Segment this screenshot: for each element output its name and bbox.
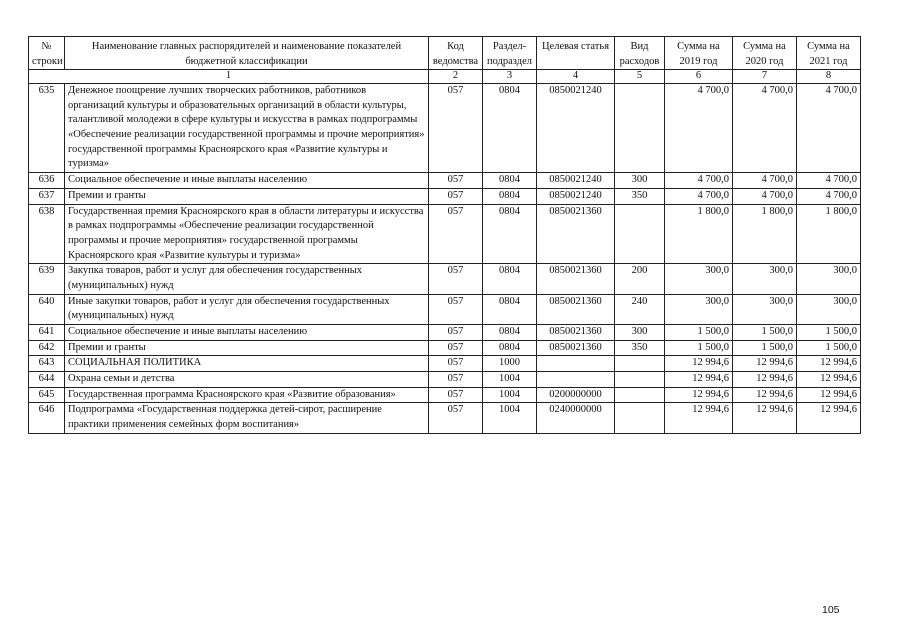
row-expense-type bbox=[615, 403, 665, 433]
row-sum-2020: 300,0 bbox=[733, 264, 797, 294]
row-expense-type: 350 bbox=[615, 340, 665, 356]
row-section: 0804 bbox=[483, 188, 537, 204]
row-sum-2021: 1 500,0 bbox=[797, 340, 861, 356]
header-target: Целевая статья bbox=[537, 37, 615, 70]
row-section: 0804 bbox=[483, 294, 537, 324]
row-sum-2020: 4 700,0 bbox=[733, 173, 797, 189]
row-number: 641 bbox=[29, 325, 65, 341]
row-sum-2021: 12 994,6 bbox=[797, 356, 861, 372]
page-number: 105 bbox=[822, 604, 840, 616]
table-row bbox=[29, 340, 861, 356]
table-row bbox=[29, 264, 861, 294]
row-sum-2020: 12 994,6 bbox=[733, 372, 797, 388]
header-num: № строки bbox=[29, 37, 65, 70]
row-dept-code: 057 bbox=[429, 173, 483, 189]
row-name: Денежное поощрение лучших творческих работников, работников организаций культуры и образовательных организаций в области культуры, талантливой молодежи в сфере культуры и искусства в рамках подпрограммы «Обеспечение реализации государственной программы и прочие мероприятия» государственной программы Красноярского края «Развитие культуры и туризма» bbox=[65, 84, 429, 173]
row-name: Закупка товаров, работ и услуг для обеспечения государственных (муниципальных) нужд bbox=[65, 264, 429, 294]
row-target-article: 0240000000 bbox=[537, 403, 615, 433]
table-row bbox=[29, 325, 861, 341]
row-sum-2021: 12 994,6 bbox=[797, 403, 861, 433]
column-number: 3 bbox=[483, 70, 537, 84]
row-target-article bbox=[537, 372, 615, 388]
row-name: Государственная премия Красноярского края в области литературы и искусства в рамках подпрограммы «Обеспечение реализации государственной программы и прочие мероприятия» государственной программы Красноярского края «Развитие культуры и туризма» bbox=[65, 204, 429, 264]
row-dept-code: 057 bbox=[429, 403, 483, 433]
row-name: Премии и гранты bbox=[65, 340, 429, 356]
row-sum-2019: 4 700,0 bbox=[665, 173, 733, 189]
row-sum-2019: 4 700,0 bbox=[665, 84, 733, 173]
row-target-article: 0850021240 bbox=[537, 84, 615, 173]
row-expense-type: 350 bbox=[615, 188, 665, 204]
column-number: 4 bbox=[537, 70, 615, 84]
table-row bbox=[29, 294, 861, 324]
row-number: 645 bbox=[29, 387, 65, 403]
row-section: 0804 bbox=[483, 325, 537, 341]
row-sum-2020: 4 700,0 bbox=[733, 188, 797, 204]
row-sum-2019: 300,0 bbox=[665, 294, 733, 324]
row-sum-2020: 1 500,0 bbox=[733, 340, 797, 356]
row-sum-2020: 1 500,0 bbox=[733, 325, 797, 341]
row-expense-type: 200 bbox=[615, 264, 665, 294]
table-row bbox=[29, 356, 861, 372]
row-expense-type bbox=[615, 387, 665, 403]
row-sum-2020: 4 700,0 bbox=[733, 84, 797, 173]
row-target-article bbox=[537, 356, 615, 372]
row-expense-type: 300 bbox=[615, 173, 665, 189]
table-row bbox=[29, 204, 861, 264]
column-number: 6 bbox=[665, 70, 733, 84]
header-sum-2020: Сумма на 2020 год bbox=[733, 37, 797, 70]
row-number: 639 bbox=[29, 264, 65, 294]
header-type: Вид расходов bbox=[615, 37, 665, 70]
row-number: 644 bbox=[29, 372, 65, 388]
row-target-article: 0850021360 bbox=[537, 325, 615, 341]
row-name: СОЦИАЛЬНАЯ ПОЛИТИКА bbox=[65, 356, 429, 372]
row-sum-2021: 4 700,0 bbox=[797, 188, 861, 204]
header-row bbox=[29, 37, 861, 70]
row-number: 636 bbox=[29, 173, 65, 189]
row-section: 0804 bbox=[483, 204, 537, 264]
row-name: Социальное обеспечение и иные выплаты населению bbox=[65, 173, 429, 189]
row-number: 646 bbox=[29, 403, 65, 433]
row-section: 0804 bbox=[483, 340, 537, 356]
row-number: 638 bbox=[29, 204, 65, 264]
row-sum-2019: 1 500,0 bbox=[665, 325, 733, 341]
row-sum-2021: 12 994,6 bbox=[797, 387, 861, 403]
row-sum-2019: 12 994,6 bbox=[665, 356, 733, 372]
row-section: 0804 bbox=[483, 84, 537, 173]
row-dept-code: 057 bbox=[429, 387, 483, 403]
budget-table bbox=[28, 36, 861, 434]
header-sum-2021: Сумма на 2021 год bbox=[797, 37, 861, 70]
row-sum-2019: 1 800,0 bbox=[665, 204, 733, 264]
table-row bbox=[29, 387, 861, 403]
row-target-article: 0850021240 bbox=[537, 173, 615, 189]
column-number: 2 bbox=[429, 70, 483, 84]
row-target-article: 0850021360 bbox=[537, 264, 615, 294]
row-sum-2021: 300,0 bbox=[797, 294, 861, 324]
row-target-article: 0850021360 bbox=[537, 340, 615, 356]
row-sum-2021: 1 800,0 bbox=[797, 204, 861, 264]
row-name: Подпрограмма «Государственная поддержка детей-сирот, расширение практики применения семейных форм воспитания» bbox=[65, 403, 429, 433]
table-row bbox=[29, 188, 861, 204]
column-number-row bbox=[29, 70, 861, 84]
row-sum-2021: 12 994,6 bbox=[797, 372, 861, 388]
table-row bbox=[29, 173, 861, 189]
row-sum-2019: 4 700,0 bbox=[665, 188, 733, 204]
row-section: 0804 bbox=[483, 264, 537, 294]
row-expense-type: 300 bbox=[615, 325, 665, 341]
column-number: 8 bbox=[797, 70, 861, 84]
row-sum-2019: 12 994,6 bbox=[665, 403, 733, 433]
row-dept-code: 057 bbox=[429, 84, 483, 173]
row-sum-2020: 12 994,6 bbox=[733, 356, 797, 372]
column-number: 1 bbox=[29, 70, 429, 84]
column-number: 7 bbox=[733, 70, 797, 84]
row-sum-2020: 300,0 bbox=[733, 294, 797, 324]
row-number: 635 bbox=[29, 84, 65, 173]
row-sum-2020: 1 800,0 bbox=[733, 204, 797, 264]
row-sum-2021: 1 500,0 bbox=[797, 325, 861, 341]
row-expense-type: 240 bbox=[615, 294, 665, 324]
row-sum-2021: 4 700,0 bbox=[797, 173, 861, 189]
row-section: 1004 bbox=[483, 372, 537, 388]
row-number: 640 bbox=[29, 294, 65, 324]
row-sum-2019: 12 994,6 bbox=[665, 387, 733, 403]
row-dept-code: 057 bbox=[429, 204, 483, 264]
row-section: 1000 bbox=[483, 356, 537, 372]
header-sum-2019: Сумма на 2019 год bbox=[665, 37, 733, 70]
row-target-article: 0850021240 bbox=[537, 188, 615, 204]
row-target-article: 0200000000 bbox=[537, 387, 615, 403]
row-number: 643 bbox=[29, 356, 65, 372]
row-expense-type bbox=[615, 84, 665, 173]
row-number: 637 bbox=[29, 188, 65, 204]
header-section: Раздел-подраздел bbox=[483, 37, 537, 70]
row-sum-2020: 12 994,6 bbox=[733, 403, 797, 433]
row-expense-type bbox=[615, 356, 665, 372]
row-section: 1004 bbox=[483, 403, 537, 433]
row-name: Премии и гранты bbox=[65, 188, 429, 204]
budget-sheet bbox=[28, 36, 860, 434]
row-name: Социальное обеспечение и иные выплаты населению bbox=[65, 325, 429, 341]
row-dept-code: 057 bbox=[429, 356, 483, 372]
row-name: Иные закупки товаров, работ и услуг для обеспечения государственных (муниципальных) нужд bbox=[65, 294, 429, 324]
row-expense-type bbox=[615, 372, 665, 388]
row-sum-2019: 300,0 bbox=[665, 264, 733, 294]
row-target-article: 0850021360 bbox=[537, 204, 615, 264]
row-dept-code: 057 bbox=[429, 325, 483, 341]
row-sum-2019: 1 500,0 bbox=[665, 340, 733, 356]
row-dept-code: 057 bbox=[429, 264, 483, 294]
row-name: Охрана семьи и детства bbox=[65, 372, 429, 388]
table-row bbox=[29, 372, 861, 388]
row-section: 1004 bbox=[483, 387, 537, 403]
row-number: 642 bbox=[29, 340, 65, 356]
header-name: Наименование главных распорядителей и наименование показателей бюджетной классификации bbox=[65, 37, 429, 70]
column-number: 5 bbox=[615, 70, 665, 84]
row-dept-code: 057 bbox=[429, 372, 483, 388]
row-sum-2019: 12 994,6 bbox=[665, 372, 733, 388]
table-row bbox=[29, 403, 861, 433]
row-dept-code: 057 bbox=[429, 188, 483, 204]
row-sum-2021: 4 700,0 bbox=[797, 84, 861, 173]
row-sum-2020: 12 994,6 bbox=[733, 387, 797, 403]
row-sum-2021: 300,0 bbox=[797, 264, 861, 294]
table-row bbox=[29, 84, 861, 173]
row-name: Государственная программа Красноярского края «Развитие образования» bbox=[65, 387, 429, 403]
row-dept-code: 057 bbox=[429, 340, 483, 356]
row-section: 0804 bbox=[483, 173, 537, 189]
row-target-article: 0850021360 bbox=[537, 294, 615, 324]
row-dept-code: 057 bbox=[429, 294, 483, 324]
header-code: Код ведомства bbox=[429, 37, 483, 70]
row-expense-type bbox=[615, 204, 665, 264]
